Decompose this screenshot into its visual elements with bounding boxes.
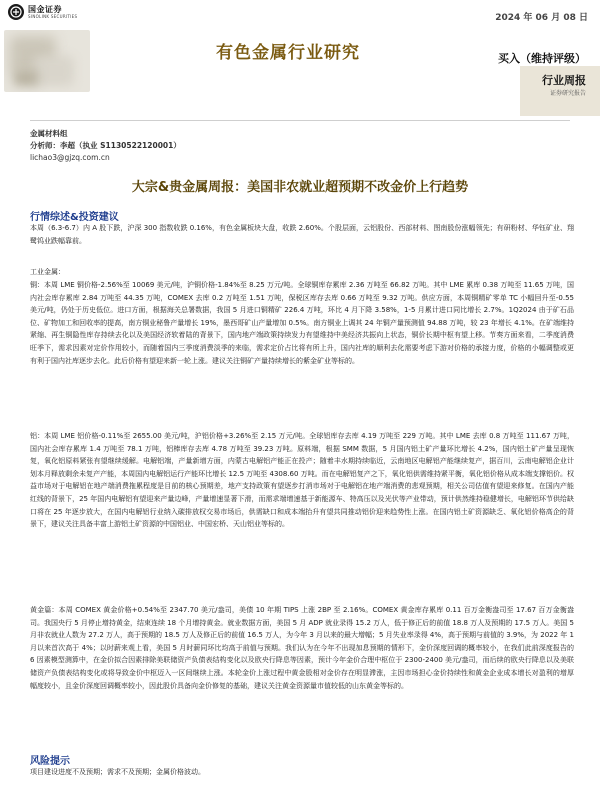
logo-name-cn: 国金证券 [28,4,62,14]
header-divider [30,120,570,121]
analyst-name: 分析师：李超（执业 S1130522120001） [30,141,181,150]
report-title: 有色金属行业研究 [216,43,360,63]
paragraph-risk: 项目建设进度不及预期；需求不及预期；金属价格波动。 [30,768,205,776]
paragraph-intro: 本周（6.3-6.7）内 A 股下跌，沪深 300 指数收跌 0.16%，有色金属板块大盘，收跌 2.60%。个股层面，云铝股份、西部材料、图南股份涨幅领先；有研粉材、华钰矿业、翔鹭钨业跌幅靠前。 [30,224,574,245]
section-heading-overview: 行情综述&投资建议 [30,212,119,223]
report-header [0,0,600,120]
analyst-group: 金属材料组 [30,129,68,138]
paragraph-gold: 黄金篇：本周 COMEX 黄金价格+0.54%至 2347.70 美元/盎司，美债 10 年期 TIPS 上涨 2BP 至 2.16%。COMEX 黄金库存累库 0.11 百万金衡盎司至 17.67 百万金衡盎司。我国央行 5 月停止增持黄金，结束连续 18 个月增持黄金。就业数据方面，美国 5 月 ADP 就业录得 15.2 万人，低于修正后的前值 18.8 万人及预期的 17.5 万人。美国 5 月非农就业人数为 27.2 万人，高于预期的 18.5 万人及修正后的前值 16.5 万人，为今年 3 月以来的最大增幅；5 月失业率录得 4%，高于预期与前值的 3.9%，为 2022 年 1 月以来首次高于 4%；以时薪来观上看，美国 5 月时薪同环比均高于前值与预期。我们认为在今年不出现加息预期的情形下，金价深度回调的概率较小，在我们此前深度报告的 6 因素模型测算中，在金价拟合因素排除美联储资产负债表结构变化以及欧央行降息等因素，预计今年金价合理中枢位于 2300-2400 美元/盎司，而后续的欧央行降息以及美联储资产负债表结构变化或将导致金价中枢迈入一区间继续上涨。本轮金价上涨过程中黄金股相对金价存在明显滞涨，主因市场担心金价持续性和黄金企业成本增长对盈利的增厚幅度较小，且金价深度回调概率较小，因此股价具备向金价修复的基础，建议关注黄金资源量市值较低的山东黄金等标的。 [30,606,574,690]
logo-emblem-icon [8,4,24,20]
section-heading-risk: 风险提示 [30,756,70,767]
analyst-info [30,128,181,164]
paragraph-copper: 铜：本周 LME 铜价格-2.56%至 10069 美元/吨，沪铜价格-1.84%至 8.25 万元/吨。全球铜库存累库 2.36 万吨至 66.82 万吨。其中 LME 累库 0.38 万吨至 11.65 万吨，国内社会库存累库 2.84 万吨至 44.35 万吨，COMEX 去库 0.2 万吨至 1.51 万吨，保税区库存去库 0.66 万吨至 9.32 万吨。供应方面，本周铜精矿零单 TC 小幅回升至-0.55 美元/吨，仍处于历史低位。进口方面，根据海关总署数据，我国 5 月进口铜精矿 226.4 万吨，环比 4 月下降 3.58%，1-5 月累计进口同比增长 2.7%。1Q2024 由于矿石品位、矿物加工和回收率的提高，南方铜业秘鲁产量增长 19%，墨西哥矿山产量增加 0.5%。南方铜业上调其 24 年铜产量预测值 94.88 万吨，较 23 年增长 4.1%。在矿端维持紧缩、再生铜隐性库存持续去化以及美国经济软着陆的背景下，国内地产端政策持续发力有望维持中美经济共振向上状态，铜价长期中枢有望上移。节奏方面来看，二季度消费旺季下，需求因素对定价作用较小，而随着国内三季度消费淡季的来临，需求定价占比将有所上升，国内社库的顺利去化需要考虑下游对价格的承接力度，价格的小幅调整或更有利于国内社库逐步去化。此后价格有望迎来新一轮上涨。建议关注铜矿产量持续增长的紫金矿业等标的。 [30,281,574,365]
rating-label: 买入（维持评级） [498,52,586,65]
report-subtype: 证券研究报告 [549,90,586,97]
report-type: 行业周报 [542,74,586,87]
qr-code-image [4,30,90,92]
analyst-email: lichao3@gjzq.com.cn [30,153,110,162]
report-date: 2024 年 06 月 08 日 [495,13,588,23]
paragraph-aluminum: 铝：本周 LME 铝价格-0.11%至 2655.00 美元/吨，沪铝价格+3.26%至 2.15 万元/吨。全球铝库存去库 4.19 万吨至 229 万吨。其中 LME 去库 0.8 万吨至 111.67 万吨，国内社会库存累库 1.4 万吨至 78.1 万吨，铝棒库存去库 4.78 万吨至 39.23 万吨。原料端，根据 SMM 数据，5 月国内铝土矿产量环比增长 4.2%，国内铝土矿产量呈现恢复，氧化铝原料紧张有望继续缓解。电解铝端，产量新增方面，内蒙古电解铝产能正在投产；随着丰水期持续临近，云南地区电解铝产能继续复产，据百川，云南电解铝企业计划本月释放剩余未复产产能，本周国内电解铝运行产能环比增长 12.5 万吨至 4308.60 万吨。而在电解铝复产之下，氧化铝供需维持紧平衡，氧化铝价格从成本端支撑铝价。权益市场对于电解铝在地产端消费拖累程度是目前的核心预期差，地产支持政策有望逐步打消市场对于电解铝在地产端消费的悲观预期，相关公司估值有望迎来修复。在国内产能红线的背景下，25 年国内电解铝有望迎来产量边峰，产量增速显著下滑，而需求端增速基于新能源车、特高压以及光伏等产业带动，预计供然维持稳健增长，电解铝环节供给缺口将在 25 年逐步放大，在国内电解铝行业纳入碳排放权交易市场后，供需缺口和成本端抬升有望共同推动铝价迎来趋势性上涨。在国内铝土矿资源缺乏、氧化铝价格高企的背景下，建议关注具备丰富上游铝土矿资源的中国铝业、中国宏桥、天山铝业等标的。 [30,432,574,529]
company-logo [8,4,77,20]
main-title: 大宗&贵金属周报：美国非农就业超预期不改金价上行趋势 [131,180,469,195]
subsection-label-industrial-metals: 工业金属： [30,268,65,276]
logo-name-en: SINOLINK SECURITIES [28,13,78,19]
